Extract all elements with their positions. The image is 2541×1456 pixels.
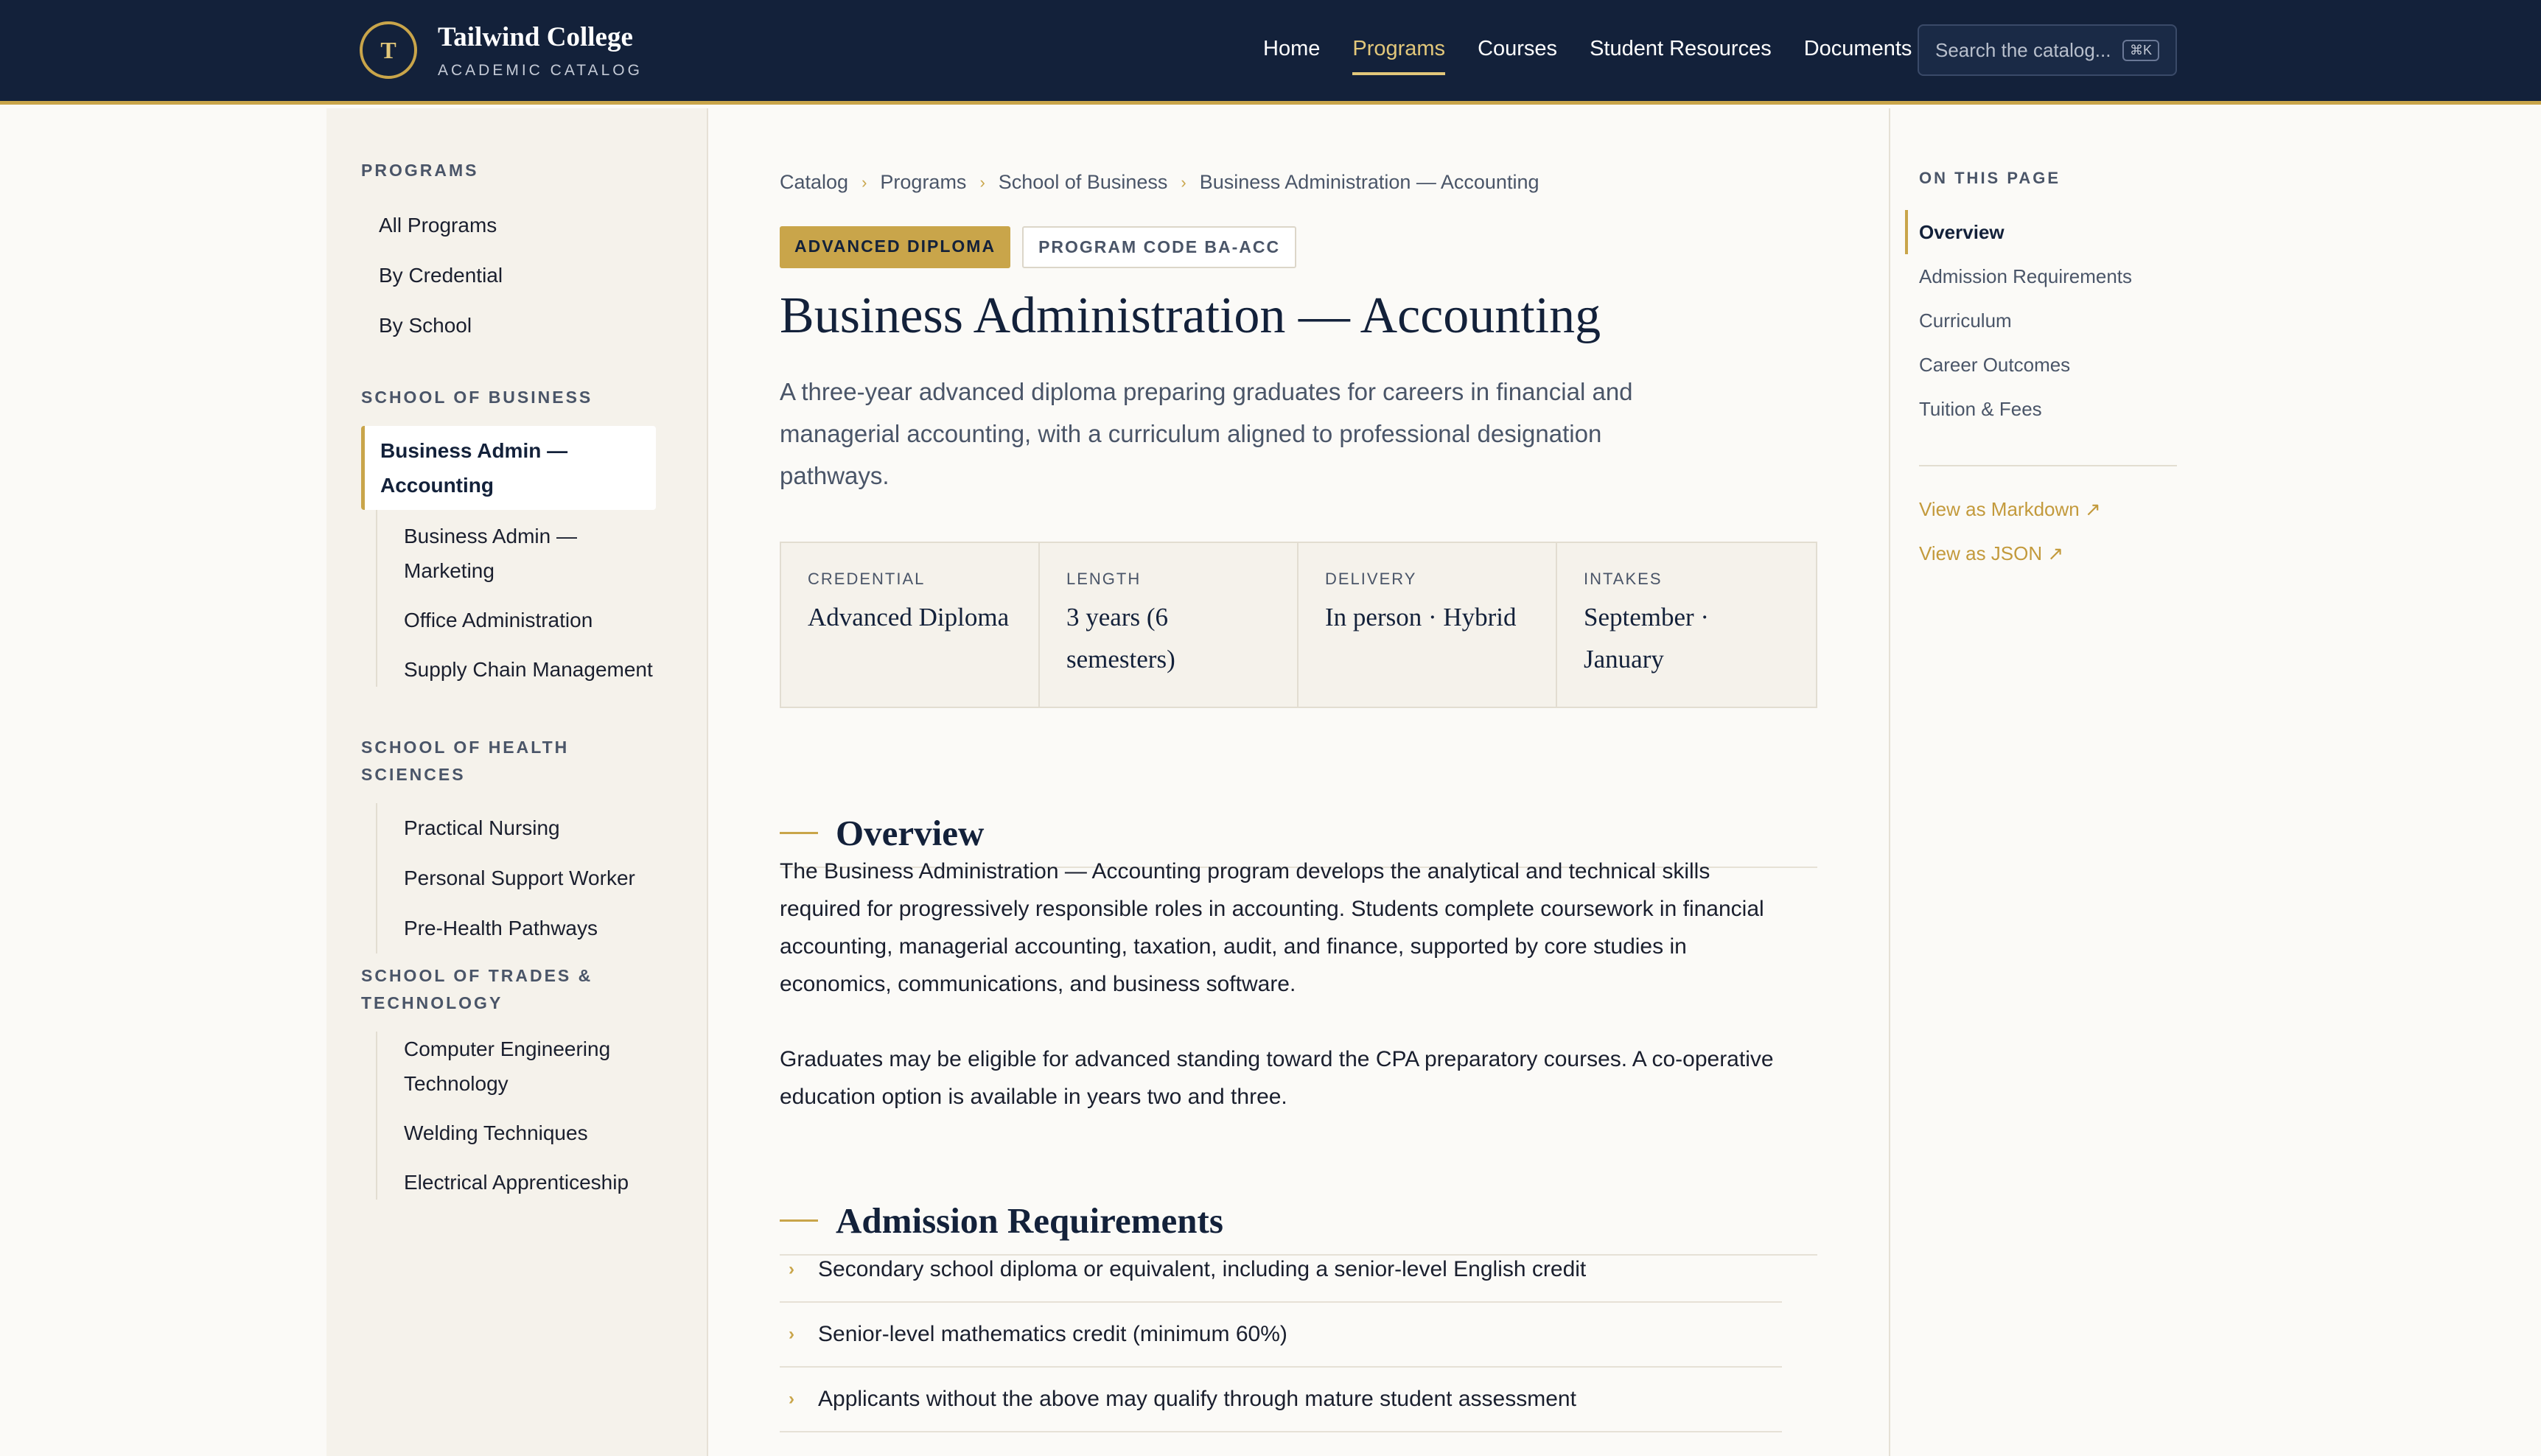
toc-item-career-outcomes[interactable]: Career Outcomes: [1919, 354, 2071, 376]
chevron-right-icon: ›: [861, 172, 867, 192]
sidebar-heading-health: SCHOOL OF HEALTH SCIENCES: [361, 738, 570, 784]
toc-divider-line: [1919, 465, 2177, 466]
fact-credential: [781, 543, 1040, 707]
toc-item-admission[interactable]: Admission Requirements: [1919, 265, 2133, 287]
breadcrumb-catalog[interactable]: Catalog: [780, 171, 849, 193]
toc-item-overview[interactable]: Overview: [1905, 210, 2132, 254]
nav-programs[interactable]: Programs: [1352, 34, 1445, 75]
chevron-right-icon: ›: [789, 1389, 794, 1409]
list-item: [780, 1303, 1782, 1368]
fact-label: DELIVERY: [1325, 570, 1417, 588]
nav-home[interactable]: Home: [1263, 37, 1321, 60]
fact-intakes: [1557, 543, 1816, 707]
page-title: Business Administration — Accounting: [780, 287, 1601, 344]
section-dash-icon: [780, 832, 818, 834]
toc-heading: ON THIS PAGE: [1919, 169, 2061, 187]
section-dash-icon: [780, 1219, 818, 1222]
requirement-text: Applicants without the above may qualify through mature student assessment: [818, 1387, 1576, 1411]
fact-delivery: [1299, 543, 1557, 707]
sidebar-list-trades: [376, 1032, 678, 1200]
sidebar-item-electrical[interactable]: Electrical Apprenticeship: [404, 1171, 629, 1194]
fact-label: CREDENTIAL: [808, 570, 926, 588]
list-item: [780, 1368, 1782, 1432]
sidebar-list-health: [376, 803, 678, 953]
section-title-admission: Admission Requirements: [836, 1200, 1223, 1241]
brand-text: [438, 21, 643, 80]
fact-value: September · January: [1584, 603, 1710, 673]
toc-export-links: [1919, 487, 2101, 575]
sidebar-item-ba-accounting[interactable]: Business Admin — Accounting: [361, 426, 656, 510]
sidebar-item-ba-marketing[interactable]: Business Admin — Marketing: [404, 525, 577, 582]
fact-label: INTAKES: [1584, 570, 1663, 588]
sidebar-item-by-school[interactable]: By School: [379, 314, 472, 337]
top-navigation-bar: [0, 0, 2541, 105]
keyboard-shortcut-badge: ⌘K: [2122, 40, 2159, 61]
program-summary: A three-year advanced diploma preparing graduates for careers in financial and managerial accounting, with a curriculum aligned to professional designation pathways.: [780, 378, 1633, 489]
sidebar-heading-business: SCHOOL OF BUSINESS: [361, 388, 593, 407]
fact-length: [1040, 543, 1299, 707]
sidebar-item-practical-nursing[interactable]: Practical Nursing: [404, 816, 560, 839]
fact-value: 3 years (6 semesters): [1066, 603, 1175, 673]
toc-list: [1905, 210, 2132, 431]
sidebar-list-business: [376, 426, 678, 687]
requirement-text: Secondary school diploma or equivalent, including a senior-level English credit: [818, 1257, 1587, 1281]
program-facts: [780, 542, 1817, 708]
chevron-right-icon: ›: [789, 1324, 794, 1344]
sidebar-group-health: [361, 734, 678, 953]
catalog-search[interactable]: [1918, 24, 2177, 76]
chevron-right-icon: ›: [1181, 172, 1186, 192]
credential-badge: ADVANCED DIPLOMA: [780, 226, 1010, 268]
program-code-badge: PROGRAM CODE BA-ACC: [1022, 226, 1296, 268]
sidebar-heading-programs: PROGRAMS: [361, 161, 479, 180]
sidebar-item-by-credential[interactable]: By Credential: [379, 264, 503, 287]
sidebar-item-supply-chain[interactable]: Supply Chain Management: [404, 658, 653, 681]
breadcrumb-programs[interactable]: Programs: [880, 171, 967, 193]
overview-paragraph-2: Graduates may be eligible for advanced standing toward the CPA preparatory courses. A co-operative education option is available in years two and three.: [780, 1047, 1774, 1109]
chevron-right-icon: ›: [979, 172, 985, 192]
program-sidebar: [326, 108, 708, 1456]
view-as-markdown-link[interactable]: View as Markdown ↗: [1919, 498, 2101, 520]
program-tags: [780, 226, 1296, 268]
nav-courses[interactable]: Courses: [1478, 37, 1558, 60]
requirement-text: Senior-level mathematics credit (minimum 60%): [818, 1322, 1287, 1346]
list-item: [780, 1238, 1782, 1303]
nav-documents[interactable]: Documents: [1803, 37, 1912, 60]
college-name: Tailwind College: [438, 22, 633, 52]
breadcrumb-current: Business Administration — Accounting: [1199, 171, 1539, 193]
sidebar-item-all-programs[interactable]: All Programs: [379, 214, 497, 237]
fact-value: Advanced Diploma: [808, 603, 1010, 631]
sidebar-group-trades: [361, 962, 678, 1200]
overview-paragraph-1: The Business Administration — Accounting program develops the analytical and technical skills required for progressively responsible roles in accounting. Students complete coursework in financial accounting, managerial accounting, taxation, audit, and finance, supported by core studies in economics, communications, and business software.: [780, 859, 1764, 996]
toc-divider: [1889, 108, 1890, 1456]
catalog-label: ACADEMIC CATALOG: [438, 62, 643, 79]
toc-item-tuition-fees[interactable]: Tuition & Fees: [1919, 398, 2042, 420]
sidebar-heading-trades: SCHOOL OF TRADES & TECHNOLOGY: [361, 966, 593, 1012]
sidebar-group-programs: [361, 157, 678, 351]
breadcrumb: [780, 171, 1539, 194]
view-as-json-link[interactable]: View as JSON ↗: [1919, 542, 2064, 564]
sidebar-item-pre-health[interactable]: Pre-Health Pathways: [404, 917, 598, 939]
admission-requirements-list: [780, 1238, 1782, 1432]
sidebar-item-computer-engineering[interactable]: Computer Engineering Technology: [404, 1037, 611, 1095]
breadcrumb-school-of-business[interactable]: School of Business: [998, 171, 1168, 193]
section-title-overview: Overview: [836, 812, 985, 853]
brand[interactable]: [360, 21, 643, 80]
sidebar-item-psw[interactable]: Personal Support Worker: [404, 867, 635, 889]
main-nav: [1263, 34, 1944, 75]
fact-value: In person · Hybrid: [1325, 603, 1517, 631]
toc-item-curriculum[interactable]: Curriculum: [1919, 309, 2012, 332]
search-input[interactable]: [1935, 39, 2119, 62]
sidebar-item-welding[interactable]: Welding Techniques: [404, 1121, 588, 1144]
sidebar-group-business: [361, 384, 678, 687]
nav-student-resources[interactable]: Student Resources: [1590, 37, 1772, 60]
college-logo-icon: T: [360, 21, 417, 79]
sidebar-item-office-administration[interactable]: Office Administration: [404, 609, 593, 631]
chevron-right-icon: ›: [789, 1259, 794, 1279]
fact-label: LENGTH: [1066, 570, 1142, 588]
